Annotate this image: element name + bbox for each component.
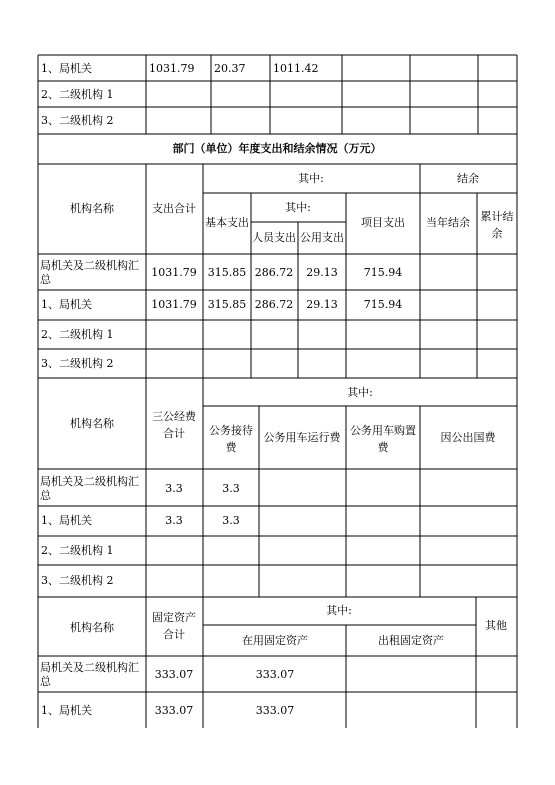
t3-row-name: 2、二级机构 1 [41,544,114,557]
t2-row-staff: 286.72 [254,266,294,279]
t3-row-name: 1、局机关 [41,514,92,527]
t4-row-name: 局机关及二级机构汇总 [40,661,139,688]
t2-row-name: 2、二级机构 1 [41,328,114,341]
t4-row-total: 333.07 [154,704,194,717]
t4-row-in-use: 333.07 [255,668,295,681]
t2-row-total: 1031.79 [151,298,197,311]
t3-header-reception: 公务接待费 [209,424,253,454]
t3-header-abroad: 因公出国费 [440,431,496,444]
t2-row-basic: 315.85 [207,298,247,311]
t1-row-name: 3、二级机构 2 [41,114,114,127]
t1-row-name: 1、局机关 [41,62,92,75]
t2-header-cum-balance: 累计结余 [480,210,514,240]
t3-row-total: 3.3 [165,514,183,527]
t3-row-name: 3、二级机构 2 [41,574,114,587]
t4-header-total: 固定资产合计 [152,611,196,641]
t2-header-public: 公用支出 [300,231,344,244]
t2-row-project: 715.94 [363,298,403,311]
t4-header-org: 机构名称 [70,621,114,634]
t3-header-car-purchase: 公务用车购置费 [350,424,416,454]
t2-row-name: 3、二级机构 2 [41,357,114,370]
t2-header-staff: 人员支出 [252,231,296,244]
t3-header-car-running: 公务用车运行费 [263,431,341,444]
t1-row-name: 2、二级机构 1 [41,88,114,101]
t2-header-year-balance: 当年结余 [426,216,470,229]
t2-row-project: 715.94 [363,266,403,279]
t1-row-v3: 1011.42 [273,62,319,75]
t1-row-total: 1031.79 [149,62,195,75]
t3-header-org: 机构名称 [70,417,114,430]
t2-row-basic: 315.85 [207,266,247,279]
t2-header-total: 支出合计 [152,202,196,215]
t2-row-name: 局机关及二级机构汇总 [40,259,139,286]
t4-row-name: 1、局机关 [41,704,92,717]
t1-row-v2: 20.37 [214,62,246,75]
t2-header-of2: 其中: [285,201,311,214]
t4-header-other: 其他 [485,619,507,632]
t3-row-total: 3.3 [165,482,183,495]
t2-row-public: 29.13 [306,266,338,279]
t2-header-project: 项目支出 [361,216,405,229]
t2-header-org: 机构名称 [70,202,114,215]
t2-header-of: 其中: [298,172,324,185]
t4-row-total: 333.07 [154,668,194,681]
t3-row-reception: 3.3 [222,482,240,495]
t2-header-basic: 基本支出 [205,216,249,229]
t2-row-name: 1、局机关 [41,298,92,311]
t3-header-of: 其中: [347,386,373,399]
t2-row-staff: 286.72 [254,298,294,311]
t4-header-of: 其中: [326,604,352,617]
t4-header-in-use: 在用固定资产 [242,634,308,647]
t2-header-balance: 结余 [457,172,479,185]
t2-title: 部门（单位）年度支出和结余情况（万元） [172,142,382,155]
t2-row-public: 29.13 [306,298,338,311]
t3-row-reception: 3.3 [222,514,240,527]
t2-row-total: 1031.79 [151,266,197,279]
t4-header-rented: 出租固定资产 [378,634,444,647]
t3-row-name: 局机关及二级机构汇总 [40,475,139,502]
t3-header-total: 三公经费合计 [152,410,196,440]
t4-row-in-use: 333.07 [255,704,295,717]
